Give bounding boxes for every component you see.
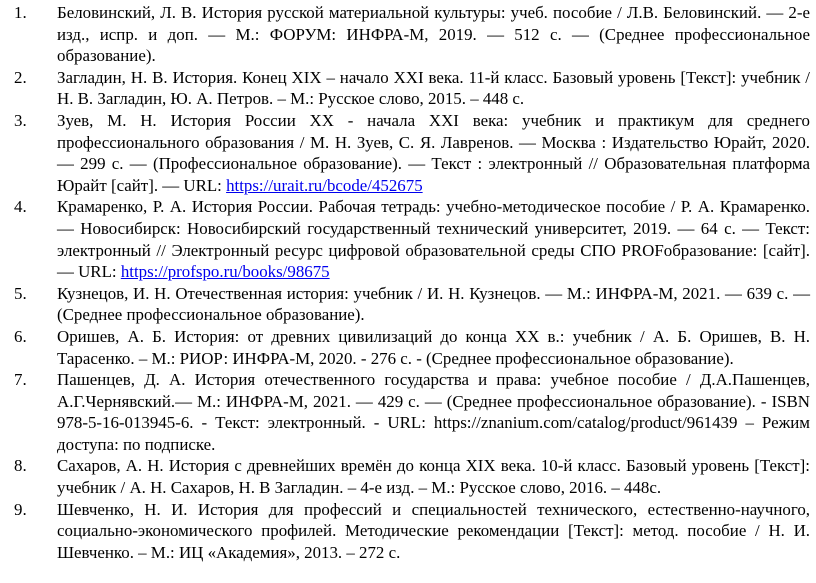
list-number: 3. <box>14 110 27 130</box>
reference-text: Оришев, А. Б. История: от древних цивилизаций до конца XX в.: учебник / А. Б. Оришев, В. Н. Тарасенко. – М.: РИОР: ИНФРА-М, 2020. - 276 с. - (Среднее профессиональное образование). <box>57 326 810 368</box>
list-number: 4. <box>14 197 27 217</box>
reference-link[interactable]: https://profspo.ru/books/98675 <box>120 262 330 282</box>
list-item <box>0 67 810 110</box>
list-item <box>0 369 810 455</box>
list-number: 8. <box>14 456 27 476</box>
list-item <box>0 499 810 564</box>
reference-text: Загладин, Н. В. История. Конец XIX – начало XXI века. 11-й класс. Базовый уровень [Текст]: учебник / Н. В. Загладин, Ю. А. Петров. – М.: Русское слово, 2015. – 448 с. <box>57 67 810 109</box>
list-number: 2. <box>14 67 27 87</box>
list-item <box>0 326 810 369</box>
list-number: 5. <box>14 283 27 303</box>
list-number: 7. <box>14 370 27 390</box>
reference-link[interactable]: https://urait.ru/bcode/452675 <box>226 175 423 195</box>
reference-list <box>0 2 810 563</box>
list-number: 6. <box>14 326 27 346</box>
list-item <box>0 283 810 326</box>
reference-text: Сахаров, А. Н. История с древнейших времён до конца XIX века. 10-й класс. Базовый уровень [Текст]: учебник / А. Н. Сахаров, Н. В Загладин. – 4-е изд. – М.: Русское слово, 2016. – 448с. <box>57 456 810 498</box>
reference-text: Шевченко, Н. И. История для профессий и специальностей технического, естественно-научного, социально-экономического профилей. Методические рекомендации [Текст]: метод. пособие / Н. И. Шевченко. – М.: ИЦ «Академия», 2013. – 272 с. <box>57 499 810 562</box>
list-item <box>0 2 810 67</box>
list-item <box>0 455 810 498</box>
list-number: 1. <box>14 3 27 22</box>
reference-text: Кузнецов, И. Н. Отечественная история: учебник / И. Н. Кузнецов. — М.: ИНФРА-М, 2021. — 639 с. — (Среднее профессиональное образование). <box>57 283 810 325</box>
reference-text: Пашенцев, Д. А. История отечественного государства и права: учебное пособие / Д.А.Пашенцев, А.Г.Чернявский.— М.: ИНФРА-М, 2021. — 429 с. — (Среднее профессиональное образование). - ISBN 978-5-16-013945-6. - Текст: электронный. - URL: https://znanium.com/catalog/product/961439 – Режим доступа: по подписке. <box>57 370 810 454</box>
list-item <box>0 196 810 282</box>
reference-text: Беловинский, Л. В. История русской материальной культуры: учеб. пособие / Л.В. Беловинский. — 2-е изд., испр. и доп. — М.: ФОРУМ: ИНФРА-М, 2019. — 512 с. — (Среднее профессиональное образование). <box>57 3 810 66</box>
reference-text: Крамаренко, Р. А. История России. Рабочая тетрадь: учебно-методическое пособие / Р. А. Крамаренко. — Новосибирск: Новосибирский государственный технический университет, 2019. — 64 c. — Текст: электронный // Электронный ресурс цифровой образовательной среды СПО PROFобразование: [сайт]. — URL: <box>57 197 810 282</box>
list-item <box>0 110 810 196</box>
list-number: 9. <box>14 499 27 519</box>
reference-text: Зуев, М. Н. История России XX - начала XXI века: учебник и практикум для среднего профессионального образования / М. Н. Зуев, С. Я. Лавренов. — Москва : Издательство Юрайт, 2020. — 299 с. — (Профессиональное образование). — Текст : электронный // Образовательная платформа Юрайт [сайт]. — URL: <box>57 110 810 195</box>
